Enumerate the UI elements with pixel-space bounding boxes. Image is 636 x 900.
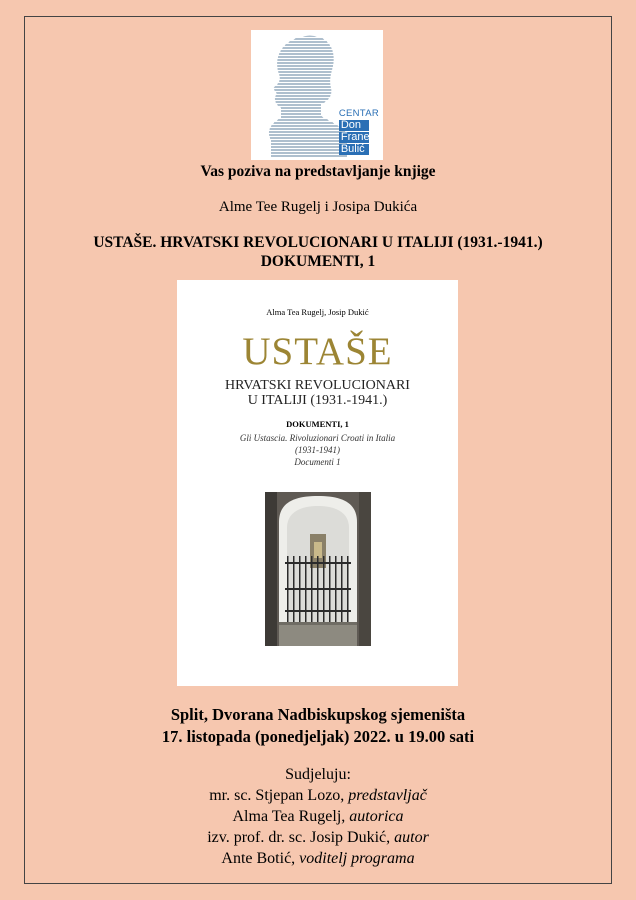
participant-role: autor	[394, 829, 429, 846]
participant-role: predstavljač	[348, 787, 427, 804]
cover-authors: Alma Tea Rugelj, Josip Dukić	[266, 307, 369, 317]
participants-list	[0, 764, 636, 869]
book-title-line-1: USTAŠE. HRVATSKI REVOLUCIONARI U ITALIJI (1931.-1941.)	[93, 234, 543, 251]
event-location: Split, Dvorana Nadbiskupskog sjemeništa	[170, 705, 466, 724]
logo-text-frane: Frane	[340, 131, 370, 143]
participant-role: autorica	[349, 808, 404, 825]
cover-main-title: USTAŠE	[242, 330, 393, 373]
cover-italian-title	[177, 432, 458, 468]
participant-name: Ante Botić,	[221, 850, 300, 867]
book-authors: Alme Tee Rugelj i Josipa Dukića	[218, 199, 418, 215]
book-cover-image	[177, 280, 458, 686]
cover-italian-line-2: (1931-1941)	[295, 445, 340, 455]
event-datetime: 17. listopada (ponedjeljak) 2022. u 19.00 sati	[161, 727, 475, 746]
cover-photo-iron-gate	[265, 492, 371, 646]
cover-italian-line-1: Gli Ustascia. Rivoluzionari Croati in Italia	[239, 433, 396, 443]
centar-don-frane-bulic-logo	[251, 30, 383, 160]
event-location-date	[0, 704, 636, 748]
cover-subtitle-line-1: HRVATSKI REVOLUCIONARI	[225, 378, 410, 393]
participants-heading: Sudjeluju:	[285, 766, 351, 783]
logo-text-bulic: Bulić	[339, 144, 369, 155]
logo-text-centar: CENTAR	[338, 108, 379, 119]
book-title	[0, 233, 636, 271]
cover-subtitle	[177, 378, 458, 408]
participant-item	[0, 785, 636, 806]
participant-role: voditelj programa	[299, 850, 415, 867]
cover-volume: DOKUMENTI, 1	[286, 419, 349, 429]
logo-text-don: Don	[339, 120, 369, 131]
book-title-line-2: DOKUMENTI, 1	[260, 253, 376, 270]
participant-item	[0, 827, 636, 848]
invitation-heading: Vas poziva na predstavljanje knjige	[200, 163, 436, 180]
logo-text	[339, 108, 379, 155]
participant-item	[0, 806, 636, 827]
participant-name: Alma Tea Rugelj,	[232, 808, 350, 825]
participant-name: mr. sc. Stjepan Lozo,	[209, 787, 349, 804]
cover-subtitle-line-2: U ITALIJI (1931.-1941.)	[247, 393, 388, 408]
participant-item	[0, 848, 636, 869]
participant-name: izv. prof. dr. sc. Josip Dukić,	[207, 829, 395, 846]
cover-italian-line-3: Documenti 1	[294, 457, 341, 467]
